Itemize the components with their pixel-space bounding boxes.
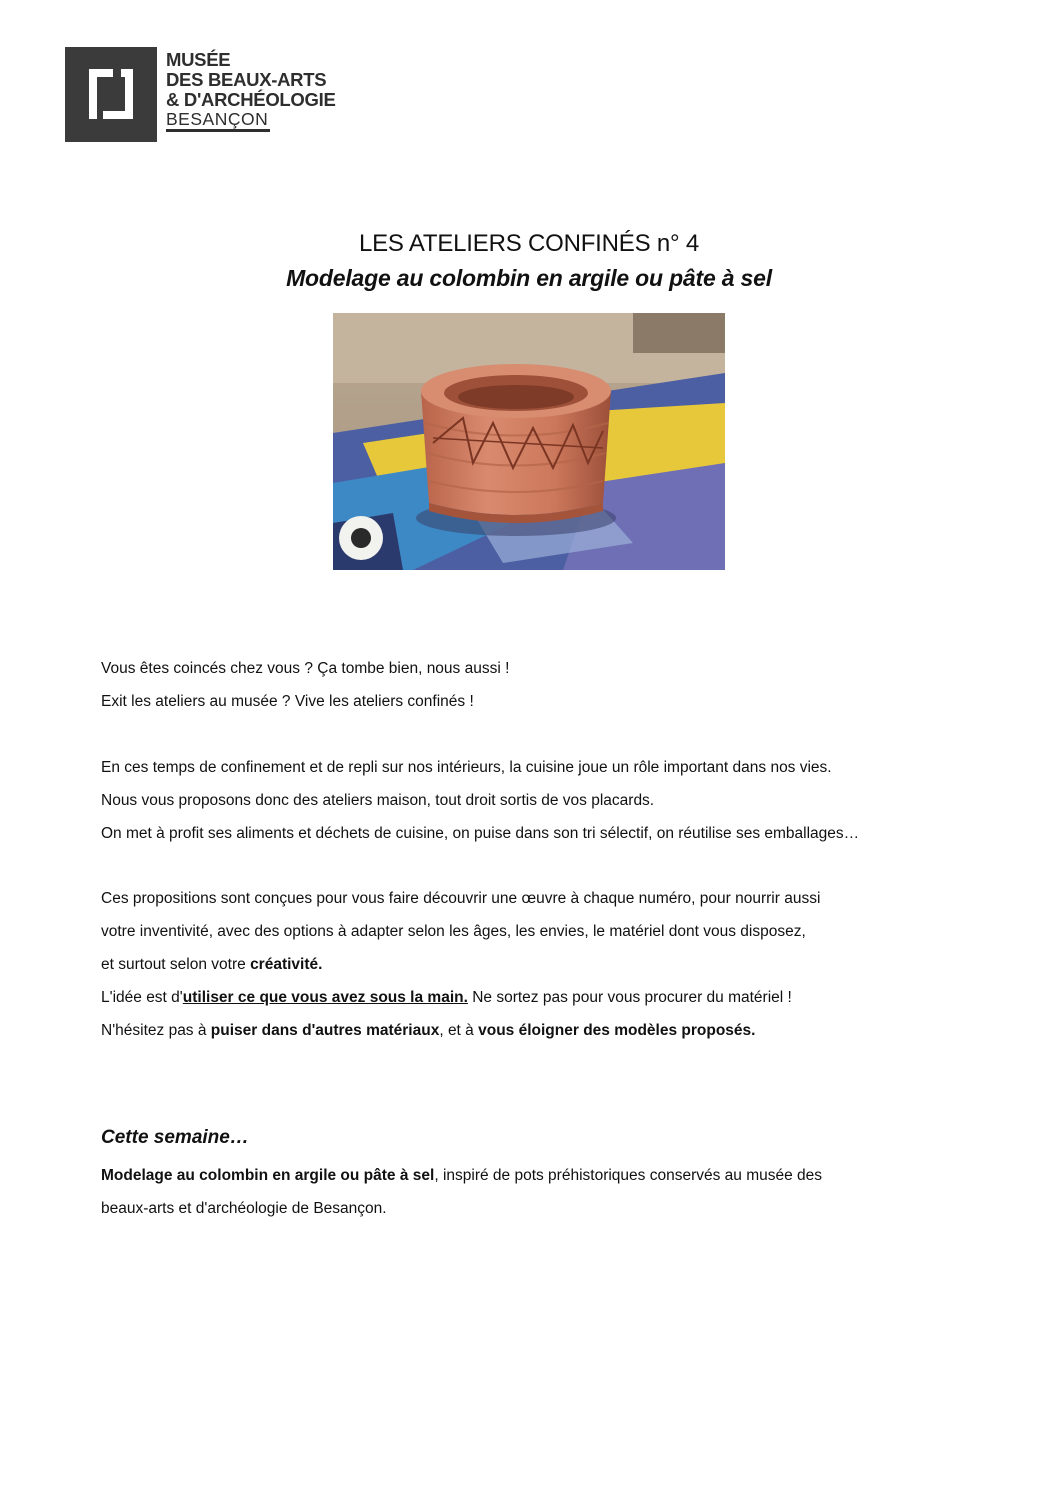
intro-paragraph-6: Ces propositions sont conçues pour vous faire découvrir une œuvre à chaque numéro, pour nourrir aussi — [101, 890, 821, 907]
logo-line-1: MUSÉE — [166, 49, 231, 70]
intro-paragraph-10-text: N'hésitez pas à — [101, 1022, 211, 1039]
intro-paragraph-9-underlined: utiliser ce que vous avez sous la main. — [182, 989, 468, 1006]
museum-logo-text — [166, 50, 336, 132]
intro-paragraph-3: En ces temps de confinement et de repli sur nos intérieurs, la cuisine joue un rôle important dans nos vies. — [101, 759, 832, 776]
logo-line-city: BESANÇON — [166, 110, 270, 132]
week-paragraph-1-text: , inspiré de pots préhistoriques conservés au musée des — [434, 1167, 823, 1184]
intro-paragraph-8 — [101, 955, 322, 975]
week-paragraph-1-bold: Modelage au colombin en argile ou pâte à sel — [101, 1167, 435, 1184]
intro-paragraph-10-bold-1: puiser dans d'autres matériaux — [210, 1022, 440, 1039]
intro-paragraph-10-mid: , et à — [439, 1022, 479, 1039]
intro-paragraph-1: Vous êtes coincés chez vous ? Ça tombe bien, nous aussi ! — [101, 660, 510, 677]
page-subtitle: Modelage au colombin en argile ou pâte à sel — [286, 265, 772, 291]
section-heading-this-week: Cette semaine… — [101, 1127, 249, 1148]
intro-paragraph-9-tail: Ne sortez pas pour vous procurer du matériel ! — [467, 989, 792, 1006]
logo-line-2: DES BEAUX-ARTS — [166, 69, 327, 90]
intro-paragraph-10 — [101, 1021, 755, 1041]
intro-paragraph-9 — [101, 988, 792, 1008]
intro-paragraph-9-text: L'idée est d' — [101, 989, 183, 1006]
intro-paragraph-7: votre inventivité, avec des options à adapter selon les âges, les envies, le matériel dont vous disposez, — [101, 923, 806, 940]
clay-pot-photo — [333, 313, 725, 570]
intro-paragraph-4: Nous vous proposons donc des ateliers maison, tout droit sortis de vos placards. — [101, 792, 655, 809]
logo-line-3: & D'ARCHÉOLOGIE — [166, 89, 336, 110]
museum-logo-mark-icon — [65, 47, 157, 142]
intro-paragraph-10-bold-2: vous éloigner des modèles proposés. — [478, 1022, 756, 1039]
museum-logo — [65, 47, 370, 142]
intro-paragraph-8-text: et surtout selon votre — [101, 956, 251, 973]
intro-paragraph-5: On met à profit ses aliments et déchets de cuisine, on puise dans son tri sélectif, on réutilise ses emballages… — [101, 825, 860, 842]
intro-paragraph-8-bold: créativité. — [250, 956, 323, 973]
intro-paragraph-2: Exit les ateliers au musée ? Vive les ateliers confinés ! — [101, 693, 474, 710]
page-title: LES ATELIERS CONFINÉS n° 4 — [358, 230, 700, 257]
week-paragraph-1 — [101, 1166, 822, 1186]
week-paragraph-2: beaux-arts et d'archéologie de Besançon. — [101, 1200, 387, 1217]
